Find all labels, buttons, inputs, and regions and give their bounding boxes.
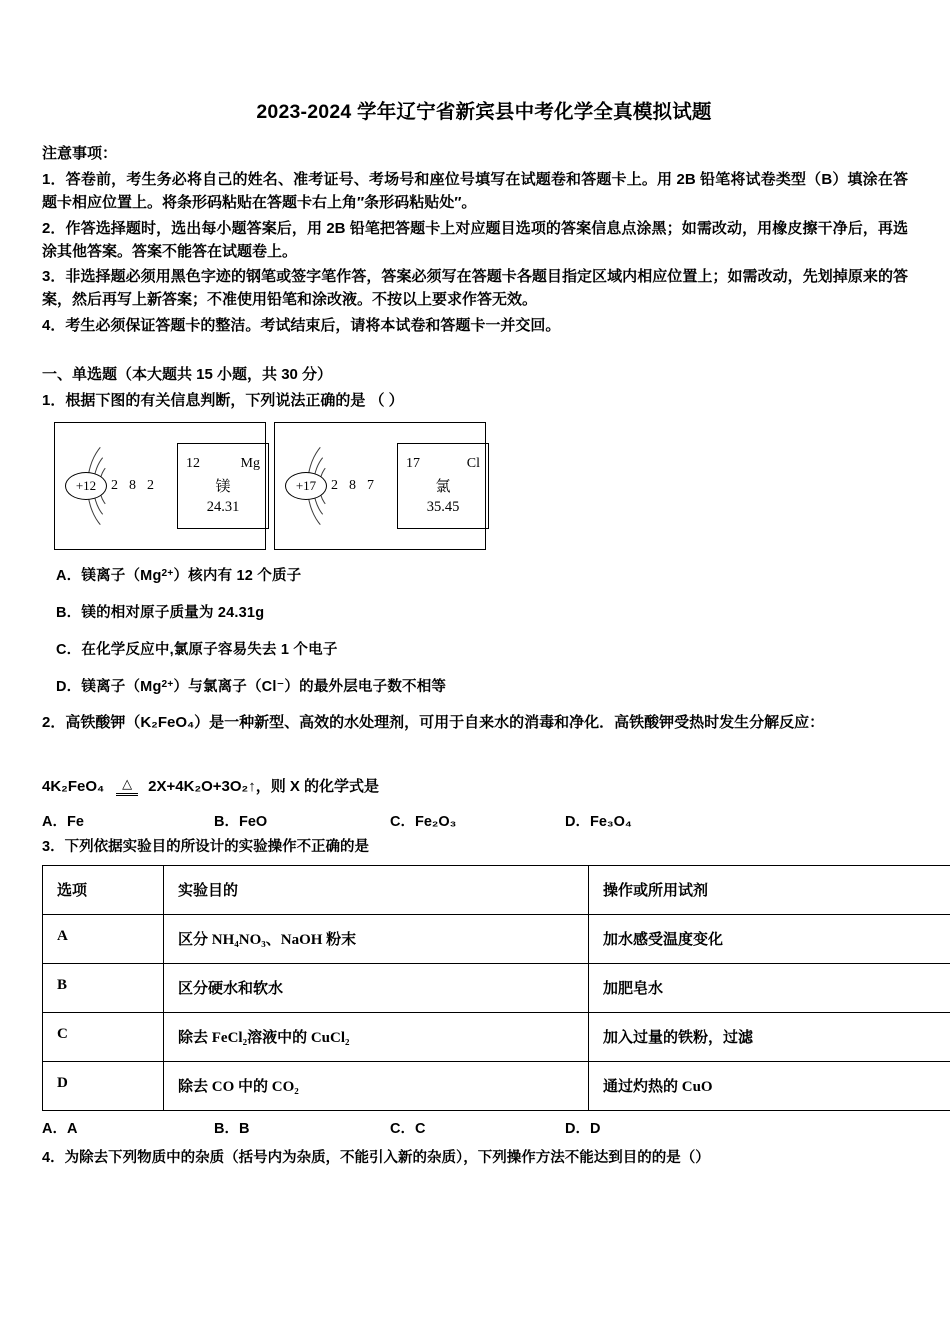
shell-count-3-mg: 2 — [147, 478, 154, 494]
question-1-figure — [54, 422, 908, 550]
element-card-magnesium — [177, 443, 269, 529]
option-text-b: 镁的相对原子质量为 24.31g — [81, 605, 265, 622]
section-heading: 一、单选题（本大题共 15 小题，共 30 分） — [42, 365, 333, 383]
question-3-option-a — [42, 1117, 214, 1138]
equation-products: 2X+4K₂O+3O₂↑，则 X 的化学式是 — [148, 777, 380, 795]
notice-item-3: 3．非选择题必须用黑色字迹的钢笔或签字笔作答，答案必须写在答题卡各题目指定区域内相应位置上；如需改动，先划掉原来的答案，然后再写上新答案；不准使用铅笔和涂改液。不按以上要求作答无效。 — [42, 268, 908, 309]
table-row — [43, 914, 950, 963]
table-header-option: 选项 — [43, 865, 164, 914]
question-3-stem: 3．下列依据实验目的所设计的实验操作不正确的是 — [42, 838, 370, 855]
option-value-b: FeO — [238, 813, 268, 830]
question-3-options — [42, 1117, 908, 1138]
table-header-row — [43, 865, 950, 914]
row-a-option: A — [43, 914, 164, 963]
option-value-c: Fe₂O₃ — [414, 813, 457, 830]
option-text-a-post: ）核内有 12 个质子 — [173, 568, 302, 585]
option-value-a: A — [66, 1120, 78, 1137]
question-3-option-b — [214, 1117, 390, 1138]
notice-item-1: 1．答卷前，考生务必将自己的姓名、准考证号、考场号和座位号填写在试题卷和答题卡上。用 2B 铅笔将试卷类型（B）填涂在答题卡相应位置上。将条形码粘贴在答题卡右上角″条形码粘贴处″。 — [42, 171, 908, 212]
option-label-c: C． — [56, 642, 82, 659]
option-value-b: B — [238, 1120, 250, 1137]
question-2-equation — [42, 777, 908, 796]
question-1-option-a — [56, 564, 908, 585]
question-4-stem: 4．为除去下列物质中的杂质（括号内为杂质，不能引入新的杂质），下列操作方法不能达到目的的是（） — [42, 1149, 710, 1166]
heat-delta-symbol: △ — [122, 775, 133, 791]
table-row — [43, 1061, 950, 1110]
element-symbol-mg: Mg — [240, 456, 260, 472]
option-value-d: D — [589, 1120, 601, 1137]
table-header-purpose: 实验目的 — [164, 865, 589, 914]
option-sup-d: 2+ — [161, 679, 174, 690]
row-c-purpose: 除去 FeCl₂溶液中的 CuCl₂ — [164, 1012, 589, 1061]
question-2-options — [42, 810, 908, 831]
option-label-b: B． — [214, 813, 239, 830]
option-value-c: C — [414, 1120, 426, 1137]
reaction-condition-arrow-icon — [110, 777, 144, 796]
question-2-option-c — [390, 810, 565, 831]
shell-count-1-mg: 2 — [111, 478, 118, 494]
row-b-option: B — [43, 963, 164, 1012]
row-b-purpose: 区分硬水和软水 — [164, 963, 589, 1012]
option-text-c: 在化学反应中,氯原子容易失去 1 个电子 — [81, 642, 338, 659]
option-label-d: D． — [565, 813, 590, 830]
option-sup-a: 2+ — [161, 568, 174, 579]
question-2-option-d — [565, 810, 632, 831]
row-d-option: D — [43, 1061, 164, 1110]
shell-count-2-cl: 8 — [349, 478, 356, 494]
nucleus-charge-mg: +12 — [65, 472, 107, 500]
option-value-d: Fe₃O₄ — [589, 813, 632, 830]
element-symbol-cl: Cl — [466, 456, 480, 472]
option-label-a: A． — [42, 813, 67, 830]
electron-shells-mg — [105, 430, 167, 542]
atomic-mass-cl: 35.45 — [426, 499, 460, 516]
row-d-purpose: 除去 CO 中的 CO₂ — [164, 1061, 589, 1110]
question-1-option-d — [56, 675, 908, 696]
row-a-purpose: 区分 NH₄NO₃、NaOH 粉末 — [164, 914, 589, 963]
row-a-operation: 加水感受温度变化 — [589, 914, 950, 963]
option-label-a: A． — [56, 568, 82, 585]
option-label-b: B． — [214, 1120, 239, 1137]
atom-diagram-magnesium — [54, 422, 266, 550]
row-d-operation: 通过灼热的 CuO — [589, 1061, 950, 1110]
notice-item-2: 2．作答选择题时，选出每小题答案后，用 2B 铅笔把答题卡上对应题目选项的答案信息点涂黑；如需改动，用橡皮擦干净后，再选涂其他答案。答案不能答在试题卷上。 — [42, 219, 908, 260]
question-3-option-c — [390, 1117, 565, 1138]
option-label-c: C． — [390, 813, 415, 830]
shell-count-3-cl: 7 — [367, 478, 374, 494]
atomic-number-mg: 12 — [186, 456, 200, 472]
option-label-c: C． — [390, 1120, 415, 1137]
option-label-a: A． — [42, 1120, 67, 1137]
option-text-d-post: ）与氯离子（Cl⁻）的最外层电子数不相等 — [173, 679, 447, 696]
element-card-chlorine — [397, 443, 489, 529]
atomic-mass-mg: 24.31 — [206, 499, 240, 516]
option-label-b: B． — [56, 605, 82, 622]
question-3-option-d — [565, 1117, 600, 1138]
nucleus-charge-cl: +17 — [285, 472, 327, 500]
atom-diagram-chlorine — [274, 422, 486, 550]
element-name-cl: 氯 — [435, 479, 451, 496]
page-title: 2023-2024 学年辽宁省新宾县中考化学全真模拟试题 — [256, 101, 712, 123]
question-2-option-b — [214, 810, 390, 831]
table-header-operation: 操作或所用试剂 — [589, 865, 950, 914]
notice-item-4: 4．考生必须保证答题卡的整洁。考试结束后，请将本试卷和答题卡一并交回。 — [42, 316, 561, 334]
option-value-a: Fe — [66, 813, 84, 830]
table-row — [43, 963, 950, 1012]
option-label-d: D． — [565, 1120, 590, 1137]
question-1-option-c — [56, 638, 908, 659]
question-1-option-b — [56, 601, 908, 622]
electron-shells-cl — [325, 430, 387, 542]
equation-reactants: 4K₂FeO₄ — [42, 777, 105, 795]
option-text-d-pre: 镁离子（Mg — [81, 679, 162, 696]
question-2-stem: 2．高铁酸钾（K₂FeO₄）是一种新型、高效的水处理剂，可用于自来水的消毒和净化．高铁酸钾受热时发生分解反应： — [42, 714, 825, 732]
row-c-option: C — [43, 1012, 164, 1061]
shell-count-2-mg: 8 — [129, 478, 136, 494]
question-2-option-a — [42, 810, 214, 831]
experiment-table — [42, 865, 950, 1111]
atomic-number-cl: 17 — [406, 456, 420, 472]
option-label-d: D． — [56, 679, 82, 696]
row-b-operation: 加肥皂水 — [589, 963, 950, 1012]
table-row — [43, 1012, 950, 1061]
reaction-bar-icon — [116, 793, 138, 796]
shell-count-1-cl: 2 — [331, 478, 338, 494]
row-c-operation: 加入过量的铁粉，过滤 — [589, 1012, 950, 1061]
option-text-a-pre: 镁离子（Mg — [81, 568, 162, 585]
element-name-mg: 镁 — [215, 479, 231, 496]
notice-heading: 注意事项： — [42, 145, 118, 162]
question-1-stem: 1．根据下图的有关信息判断，下列说法正确的是 （ ） — [42, 391, 404, 409]
